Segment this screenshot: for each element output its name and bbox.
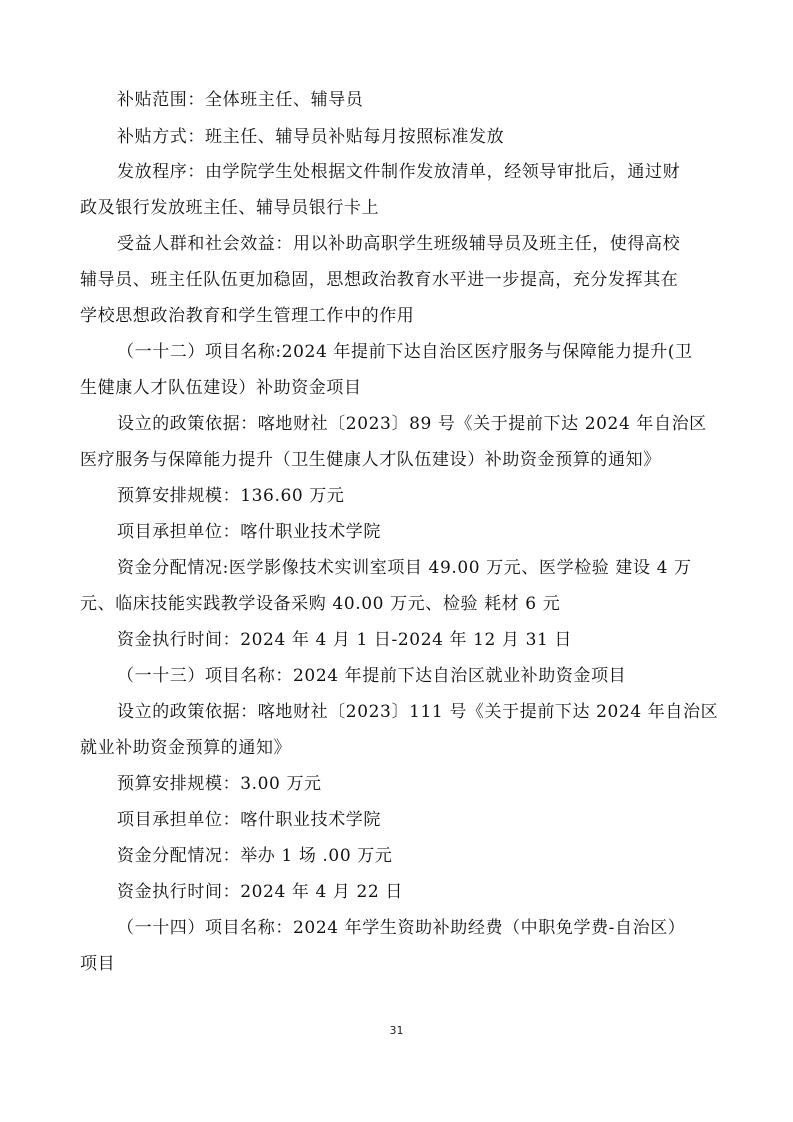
section-heading-line: 项目	[80, 954, 116, 974]
paragraph-line: 资金分配情况:医学影像技术实训室项目 49.00 万元、医学检验 建设 4 万	[117, 558, 692, 578]
section-heading-line: （一十四）项目名称：2024 年学生资助补助经费（中职免学费-自治区）	[117, 918, 686, 938]
paragraph-line: 项目承担单位：喀什职业技术学院	[117, 810, 381, 830]
section-heading-line: （一十二）项目名称:2024 年提前下达自治区医疗服务与保障能力提升(卫	[117, 342, 693, 362]
paragraph-line: 设立的政策依据：喀地财社〔2023〕111 号《关于提前下达 2024 年自治区	[117, 702, 719, 722]
paragraph-line: 项目承担单位：喀什职业技术学院	[117, 522, 381, 542]
paragraph-line: 预算安排规模：3.00 万元	[117, 774, 322, 794]
section-heading-line: 生健康人才队伍建设）补助资金项目	[80, 378, 362, 398]
paragraph-line: 发放程序：由学院学生处根据文件制作发放清单，经领导审批后，通过财	[117, 162, 681, 182]
page-number: 31	[389, 1024, 404, 1037]
paragraph-line: 补贴范围：全体班主任、辅导员	[117, 90, 364, 110]
paragraph-line: 就业补助资金预算的通知》	[80, 738, 292, 758]
paragraph-line: 辅导员、班主任队伍更加稳固，思想政治教育水平进一步提高，充分发挥其在	[80, 270, 679, 290]
paragraph-line: 资金执行时间：2024 年 4 月 22 日	[117, 882, 403, 902]
paragraph-line: 政及银行发放班主任、辅导员银行卡上	[80, 198, 380, 218]
paragraph-line: 元、临床技能实践教学设备采购 40.00 万元、检验 耗材 6 元	[80, 594, 561, 614]
paragraph-line: 受益人群和社会效益：用以补助高职学生班级辅导员及班主任，使得高校	[117, 234, 681, 254]
paragraph-line: 预算安排规模：136.60 万元	[117, 486, 345, 506]
section-heading-line: （一十三）项目名称：2024 年提前下达自治区就业补助资金项目	[117, 666, 627, 686]
paragraph-line: 学校思想政治教育和学生管理工作中的作用	[80, 306, 415, 326]
paragraph-line: 资金分配情况：举办 1 场 .00 万元	[117, 846, 393, 866]
paragraph-line: 设立的政策依据：喀地财社〔2023〕89 号《关于提前下达 2024 年自治区	[117, 414, 707, 434]
paragraph-line: 医疗服务与保障能力提升（卫生健康人才队伍建设）补助资金预算的通知》	[80, 450, 661, 470]
paragraph-line: 资金执行时间：2024 年 4 月 1 日-2024 年 12 月 31 日	[117, 630, 573, 650]
paragraph-line: 补贴方式：班主任、辅导员补贴每月按照标准发放	[117, 127, 505, 147]
